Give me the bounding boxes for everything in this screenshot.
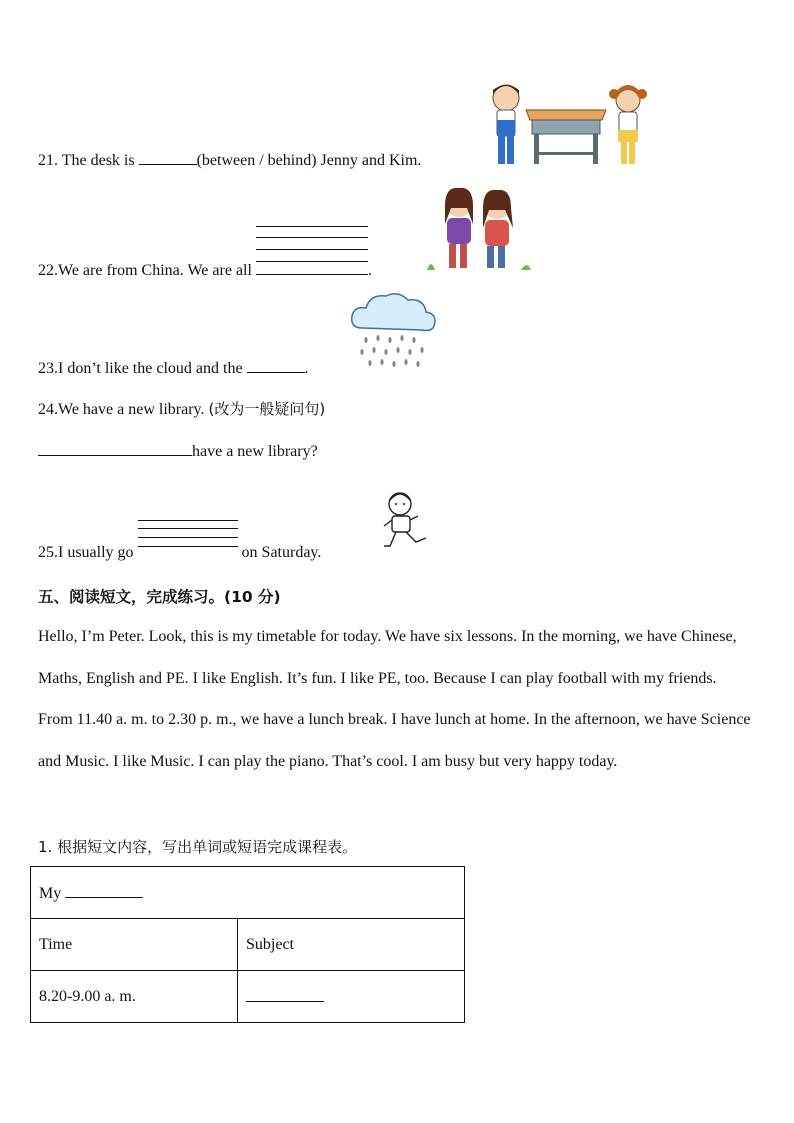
question-23: 23.I don’t like the cloud and the .: [38, 360, 309, 377]
question-24: 24.We have a new library. (改为一般疑问句): [38, 400, 326, 418]
reading-passage: Hello, I’m Peter. Look, this is my timetable for today. We have six lessons. In the morning, we have Chinese, Maths, English and PE. I like English. It’s fun. I like PE, too. Because I can play football with my friends. From 11.40 a. m. to 2.30 p. m., we have a lunch break. I have lunch at home. In the afternoon, we have Science and Music. I like Music. I can play the piano. That’s cool. I am busy but very happy today.: [38, 628, 751, 771]
task-1-instruction: 1. 根据短文内容，写出单词或短语完成课程表。: [38, 838, 358, 856]
timetable-title-blank[interactable]: [65, 883, 143, 898]
row1-time: 8.20-9.00 a. m.: [31, 971, 238, 1023]
row1-subject-blank[interactable]: [246, 987, 324, 1002]
answer-blank-21[interactable]: [139, 150, 197, 165]
kids-with-desk-icon: [484, 80, 654, 170]
header-subject: Subject: [238, 919, 465, 971]
table-row: [31, 919, 465, 971]
answer-blank-24[interactable]: [38, 441, 192, 456]
timetable: [30, 866, 465, 1023]
header-time: Time: [31, 919, 238, 971]
table-row: [31, 867, 465, 919]
running-boy-icon: [380, 490, 432, 556]
section-5-heading: 五、阅读短文，完成练习。(10 分): [38, 588, 281, 606]
question-21: 21. The desk is (between / behind) Jenny and Kim.: [38, 152, 422, 169]
answer-blank-25[interactable]: [138, 543, 238, 557]
row1-subject-cell: [238, 971, 465, 1023]
answer-blank-23[interactable]: [247, 358, 305, 373]
answer-blank-22[interactable]: [256, 261, 368, 275]
timetable-title-cell: My: [31, 867, 465, 919]
question-25: 25.I usually go on Saturday.: [38, 543, 321, 562]
question-22: 22.We are from China. We are all .: [38, 261, 372, 280]
two-girls-walking-icon: [425, 184, 535, 279]
question-24-answer: have a new library?: [38, 441, 318, 461]
table-row: [31, 971, 465, 1023]
rain-cloud-icon: [350, 290, 436, 370]
